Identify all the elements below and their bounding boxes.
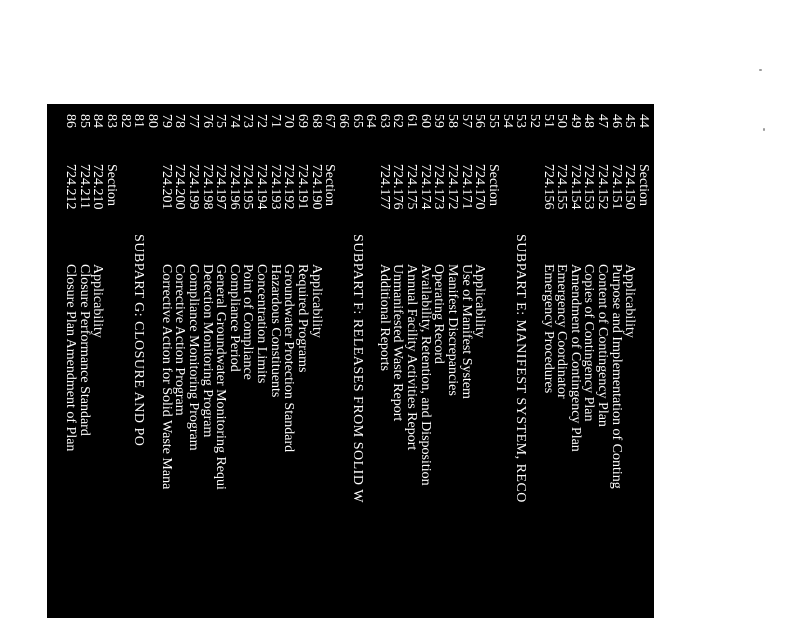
section-row bbox=[281, 104, 295, 618]
section-row bbox=[309, 104, 323, 618]
section-row bbox=[472, 104, 486, 618]
subpart-heading: SUBPART E: MANIFEST SYSTEM, RECO bbox=[513, 234, 529, 503]
section-title: Applicability bbox=[472, 264, 488, 338]
scanned-page bbox=[47, 104, 654, 618]
section-title: Closure Performance Standard bbox=[76, 264, 92, 436]
section-row bbox=[295, 104, 309, 618]
line-number: 81 bbox=[131, 114, 147, 128]
section-number: 724.173 bbox=[431, 164, 447, 210]
section-row bbox=[159, 104, 173, 618]
section-row bbox=[527, 104, 541, 618]
section-title: Additional Reports bbox=[376, 264, 392, 371]
section-number: 724.190 bbox=[308, 164, 324, 210]
line-number: 57 bbox=[458, 114, 474, 128]
line-number: 86 bbox=[63, 114, 79, 128]
section-number: 724.172 bbox=[445, 164, 461, 210]
section-row bbox=[459, 104, 473, 618]
line-number: 71 bbox=[267, 114, 283, 128]
section-number: 724.170 bbox=[472, 164, 488, 210]
section-title: Purpose and Implementation of Conting bbox=[608, 264, 624, 489]
line-number: 70 bbox=[281, 114, 297, 128]
section-number: 724.171 bbox=[458, 164, 474, 210]
line-number: 52 bbox=[526, 114, 542, 128]
section-title: Applicability bbox=[308, 264, 324, 338]
section-row bbox=[390, 104, 404, 618]
section-title: Corrective Action for Solid Waste Mana bbox=[158, 264, 174, 490]
section-number: 724.199 bbox=[185, 164, 201, 210]
section-row bbox=[554, 104, 568, 618]
section-number: 724.201 bbox=[158, 164, 174, 210]
section-row bbox=[186, 104, 200, 618]
section-number: 724.193 bbox=[267, 164, 283, 210]
section-row bbox=[568, 104, 582, 618]
section-number: 724.174 bbox=[417, 164, 433, 210]
section-row bbox=[104, 104, 118, 618]
section-number: 724.156 bbox=[540, 164, 556, 210]
line-number: 47 bbox=[595, 114, 611, 128]
section-number: Section bbox=[485, 164, 501, 206]
line-number: 62 bbox=[390, 114, 406, 128]
section-number: 724.176 bbox=[390, 164, 406, 210]
section-number: Section bbox=[104, 164, 120, 206]
section-number: 724.211 bbox=[76, 164, 92, 209]
section-number: 724.212 bbox=[63, 164, 79, 210]
section-number: 724.195 bbox=[240, 164, 256, 210]
section-row bbox=[445, 104, 459, 618]
section-row bbox=[213, 104, 227, 618]
section-row bbox=[377, 104, 391, 618]
section-row bbox=[622, 104, 636, 618]
line-number: 58 bbox=[445, 114, 461, 128]
section-number: Section bbox=[322, 164, 338, 206]
section-number: 724.197 bbox=[213, 164, 229, 210]
line-number: 82 bbox=[117, 114, 133, 128]
section-number: 724.155 bbox=[554, 164, 570, 210]
section-row bbox=[431, 104, 445, 618]
line-number: 80 bbox=[144, 114, 160, 128]
line-number: 46 bbox=[608, 114, 624, 128]
section-number: Section bbox=[636, 164, 651, 206]
section-title: Emergency Procedures bbox=[540, 264, 556, 394]
line-number: 77 bbox=[185, 114, 201, 128]
line-number: 60 bbox=[417, 114, 433, 128]
line-number: 53 bbox=[513, 114, 529, 128]
section-title: Unmanifested Waste Report bbox=[390, 264, 406, 422]
line-number: 44 bbox=[636, 114, 651, 128]
section-title: Operating Record bbox=[431, 264, 447, 364]
subpart-heading-row bbox=[131, 104, 145, 618]
section-title: Manifest Discrepancies bbox=[445, 264, 461, 396]
section-title: Annual Facility Activities Report bbox=[404, 264, 420, 451]
scan-speck bbox=[763, 128, 765, 131]
section-title: Groundwater Protection Standard bbox=[281, 264, 297, 453]
line-number: 74 bbox=[226, 114, 242, 128]
section-title: Required Programs bbox=[295, 264, 310, 373]
section-row bbox=[145, 104, 159, 618]
rotated-section-listing bbox=[47, 104, 654, 618]
section-title: Point of Compliance bbox=[240, 264, 256, 380]
line-number: 66 bbox=[335, 114, 351, 128]
section-row bbox=[404, 104, 418, 618]
section-row bbox=[581, 104, 595, 618]
subpart-heading: SUBPART G: CLOSURE AND PO bbox=[131, 234, 147, 447]
section-number: 724.210 bbox=[90, 164, 106, 210]
section-row bbox=[500, 104, 514, 618]
section-title: General Groundwater Monitoring Requi bbox=[213, 264, 229, 490]
scan-speck bbox=[759, 69, 762, 71]
section-row bbox=[200, 104, 214, 618]
line-number: 78 bbox=[172, 114, 188, 128]
section-row bbox=[172, 104, 186, 618]
subpart-heading: SUBPART F: RELEASES FROM SOLID W bbox=[349, 234, 365, 503]
section-number: 724.175 bbox=[404, 164, 420, 210]
section-row bbox=[636, 104, 650, 618]
line-number: 50 bbox=[554, 114, 570, 128]
section-number: 724.152 bbox=[595, 164, 611, 210]
line-number: 65 bbox=[349, 114, 365, 128]
section-row bbox=[254, 104, 268, 618]
section-number: 724.200 bbox=[172, 164, 188, 210]
line-number: 73 bbox=[240, 114, 256, 128]
section-title: Compliance Period bbox=[226, 264, 242, 372]
section-number: 724.191 bbox=[295, 164, 310, 210]
section-number: 724.198 bbox=[199, 164, 215, 210]
section-row bbox=[227, 104, 241, 618]
line-number: 79 bbox=[158, 114, 174, 128]
line-number: 45 bbox=[622, 114, 638, 128]
section-title: Content of Contingency Plan bbox=[595, 264, 611, 427]
section-number: 724.153 bbox=[581, 164, 597, 210]
section-row bbox=[541, 104, 555, 618]
section-title: Availability, Retention, and Disposition bbox=[417, 264, 433, 486]
section-row bbox=[268, 104, 282, 618]
section-title: Concentration Limits bbox=[254, 264, 270, 384]
section-title: Copies of Contingency Plan bbox=[581, 264, 597, 422]
section-title: Hazardous Constituents bbox=[267, 264, 283, 398]
section-number: 724.192 bbox=[281, 164, 297, 210]
line-number: 76 bbox=[199, 114, 215, 128]
section-title: Emergency Coordinator bbox=[554, 264, 570, 399]
subpart-heading-row bbox=[513, 104, 527, 618]
line-number: 75 bbox=[213, 114, 229, 128]
section-title: Amendment of Contingency Plan bbox=[567, 264, 583, 452]
section-row bbox=[336, 104, 350, 618]
line-number: 55 bbox=[485, 114, 501, 128]
line-number: 72 bbox=[254, 114, 270, 128]
line-number: 48 bbox=[581, 114, 597, 128]
line-number: 51 bbox=[540, 114, 556, 128]
section-number: 724.194 bbox=[254, 164, 270, 210]
line-number: 85 bbox=[76, 114, 92, 128]
section-row bbox=[595, 104, 609, 618]
line-number: 63 bbox=[376, 114, 392, 128]
section-number: 724.196 bbox=[226, 164, 242, 210]
line-number: 68 bbox=[308, 114, 324, 128]
line-number: 61 bbox=[404, 114, 420, 128]
line-number: 64 bbox=[363, 114, 379, 128]
section-title: Closure Plan Amendment of Plan bbox=[63, 264, 79, 452]
section-title: Applicability bbox=[90, 264, 106, 338]
section-row bbox=[77, 104, 91, 618]
section-title: Use of Manifest System bbox=[458, 264, 474, 399]
line-number: 54 bbox=[499, 114, 515, 128]
line-number: 56 bbox=[472, 114, 488, 128]
section-row bbox=[418, 104, 432, 618]
section-title: Compliance Monitoring Program bbox=[185, 264, 201, 451]
line-number: 69 bbox=[295, 114, 310, 128]
section-title: Applicability bbox=[622, 264, 638, 338]
line-number: 59 bbox=[431, 114, 447, 128]
section-number: 724.177 bbox=[376, 164, 392, 210]
section-number: 724.151 bbox=[608, 164, 624, 210]
section-number: 724.154 bbox=[567, 164, 583, 210]
subpart-heading-row bbox=[350, 104, 364, 618]
section-row bbox=[118, 104, 132, 618]
section-number: 724.150 bbox=[622, 164, 638, 210]
section-row bbox=[90, 104, 104, 618]
section-title: Corrective Action Program bbox=[172, 264, 188, 416]
section-row bbox=[322, 104, 336, 618]
section-row bbox=[363, 104, 377, 618]
section-row bbox=[240, 104, 254, 618]
line-number: 83 bbox=[104, 114, 120, 128]
section-title: Detection Monitoring Program bbox=[199, 264, 215, 438]
section-row bbox=[63, 104, 77, 618]
section-row bbox=[609, 104, 623, 618]
line-number: 49 bbox=[567, 114, 583, 128]
line-number: 67 bbox=[322, 114, 338, 128]
line-number: 84 bbox=[90, 114, 106, 128]
section-row bbox=[486, 104, 500, 618]
